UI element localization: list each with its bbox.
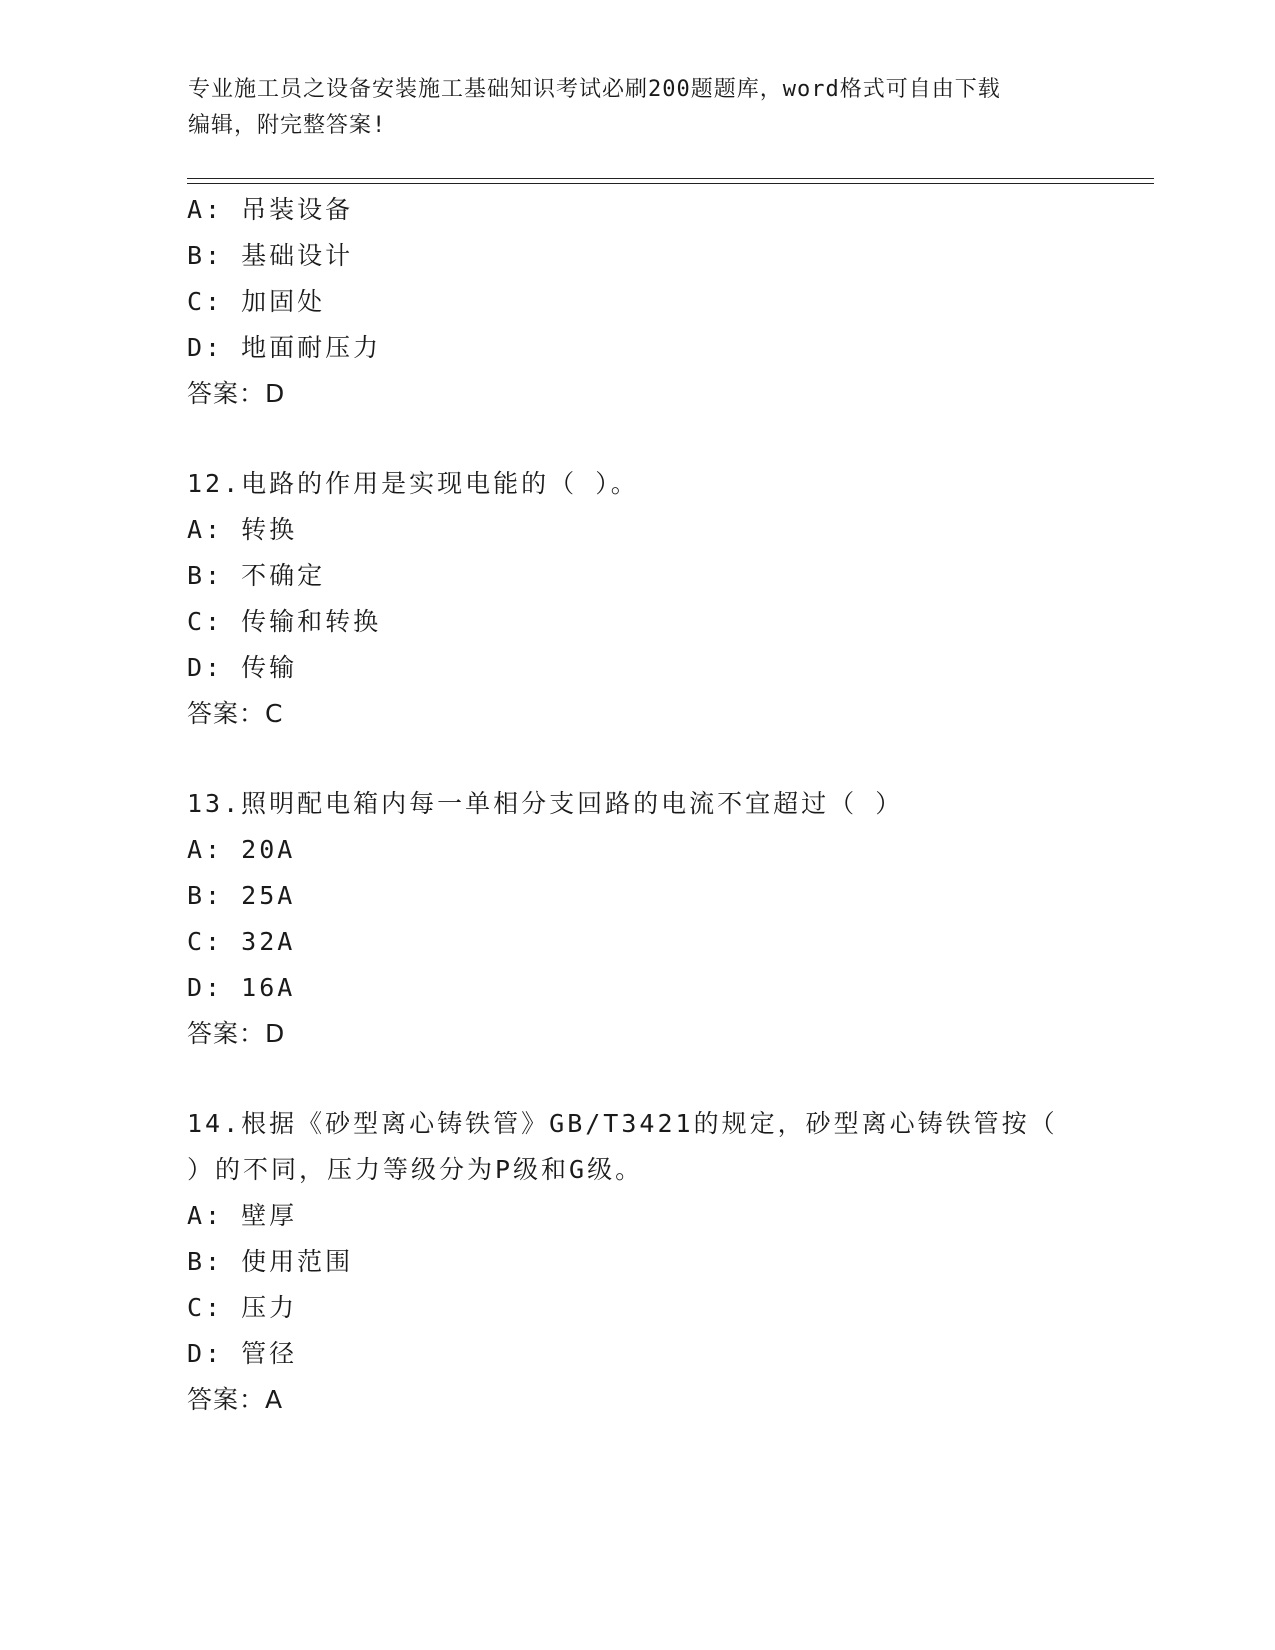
option-a: A: 壁厚 (187, 1201, 298, 1230)
option-c: C: 32A (187, 927, 296, 956)
option-d: D: 地面耐压力 (187, 333, 382, 362)
question-12 (187, 461, 1107, 737)
header-divider-bottom (187, 183, 1154, 184)
header-line-1: 专业施工员之设备安装施工基础知识考试必刷200题题库，word格式可自由下载 (188, 77, 1001, 102)
answer: 答案：A (187, 1385, 284, 1414)
option-c: C: 压力 (187, 1293, 298, 1322)
option-b: B: 基础设计 (187, 241, 354, 270)
document-header (188, 72, 1088, 144)
option-a: A: 转换 (187, 515, 298, 544)
option-d: D: 管径 (187, 1339, 298, 1368)
answer: 答案：C (187, 699, 284, 728)
answer: 答案：D (187, 1019, 286, 1048)
question-text: 13.照明配电箱内每一单相分支回路的电流不宜超过（ ） (187, 789, 904, 818)
header-divider-top (187, 178, 1154, 179)
question-text-line-1: 14.根据《砂型离心铸铁管》GB/T3421的规定，砂型离心铸铁管按（ (187, 1109, 1058, 1138)
option-a: A: 20A (187, 835, 296, 864)
option-d: D: 传输 (187, 653, 298, 682)
question-14 (187, 1101, 1107, 1423)
option-b: B: 不确定 (187, 561, 326, 590)
option-a: A: 吊装设备 (187, 195, 354, 224)
question-text-line-2: ）的不同，压力等级分为P级和G级。 (187, 1155, 644, 1184)
option-d: D: 16A (187, 973, 296, 1002)
question-list (187, 187, 1107, 1423)
answer: 答案：D (187, 379, 286, 408)
option-b: B: 使用范围 (187, 1247, 354, 1276)
option-c: C: 传输和转换 (187, 607, 382, 636)
option-c: C: 加固处 (187, 287, 326, 316)
question-text: 12.电路的作用是实现电能的（ ）。 (187, 469, 639, 498)
option-b: B: 25A (187, 881, 296, 910)
question-11 (187, 187, 1107, 417)
header-line-2: 编辑，附完整答案! (188, 113, 387, 138)
question-13 (187, 781, 1107, 1057)
